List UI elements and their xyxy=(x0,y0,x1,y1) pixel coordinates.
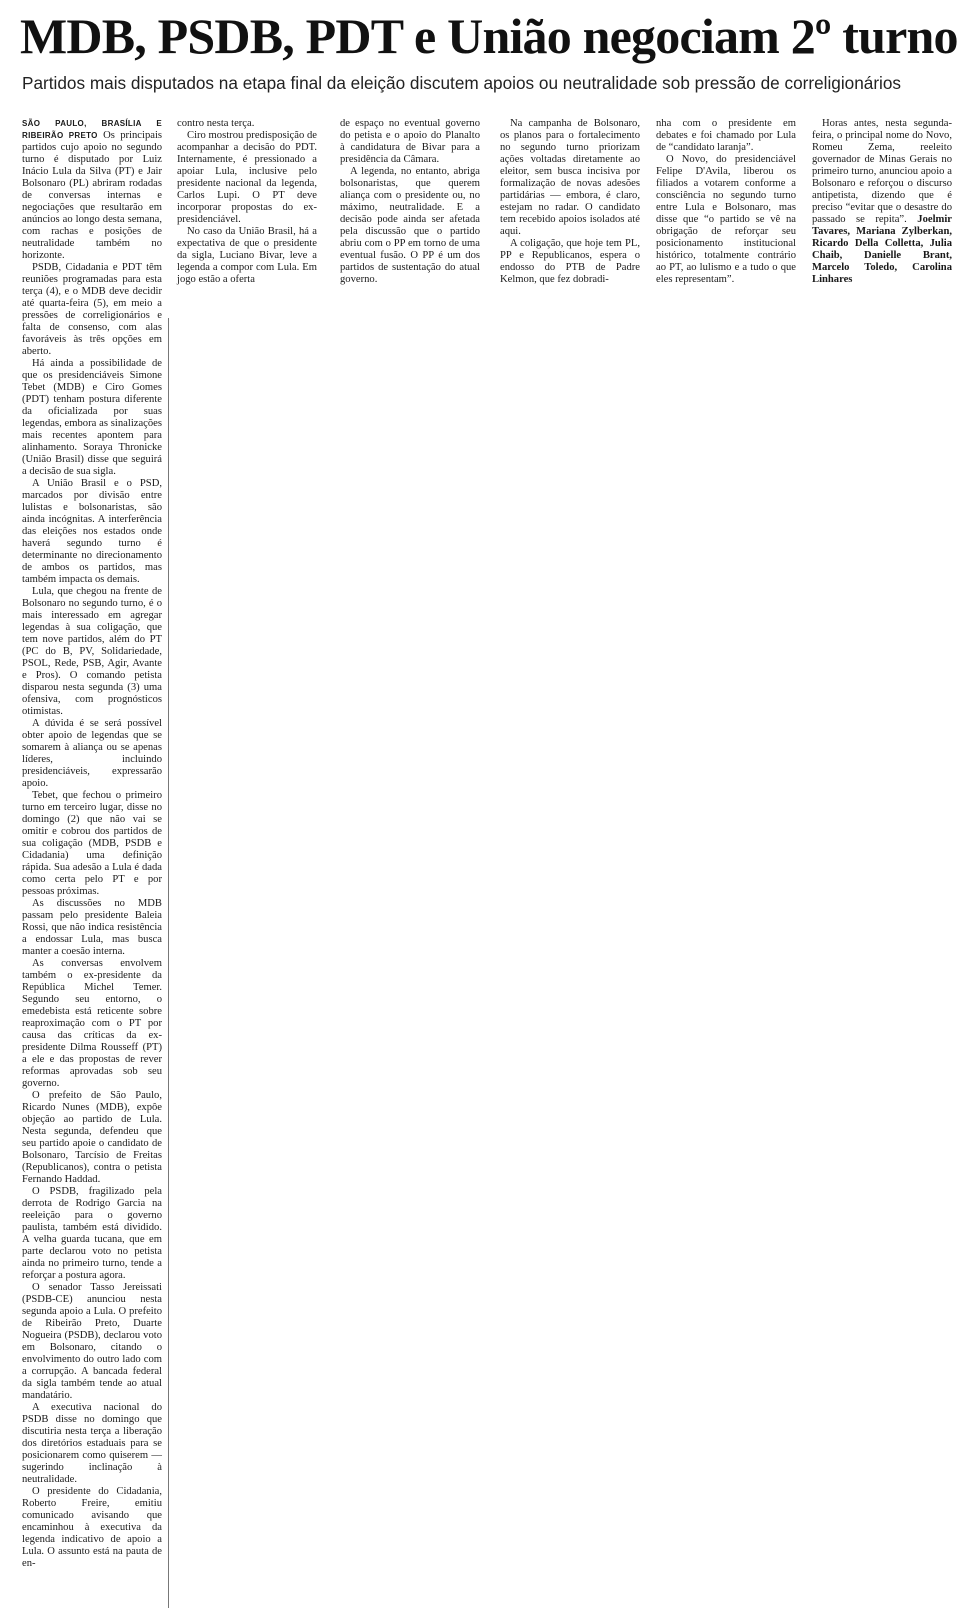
article-column-3 xyxy=(340,118,480,286)
paragraph: de espaço no eventual governo do petista e o apoio do Planalto à candidatura de Bivar para a presidência da Câmara. xyxy=(340,118,480,165)
paragraph: A coligação, que hoje tem PL, PP e Republicanos, espera o endosso do PTB de Padre Kelmon, que fez dobradi- xyxy=(500,238,640,285)
paragraph: Há ainda a possibilidade de que os presidenciáveis Simone Tebet (MDB) e Ciro Gomes (PDT) tenham postura diferente da oficializada por suas legendas, embora as sinalizações mais recentes apontem para alinhamento. Soraya Thronicke (União Brasil) disse que seguirá a decisão de sua sigla. xyxy=(22,358,162,477)
paragraph: As discussões no MDB passam pelo presidente Baleia Rossi, que não indica resistência a endossar Lula, mas busca manter a coesão interna. xyxy=(22,898,162,957)
paragraph: A executiva nacional do PSDB disse no domingo que discutiria nesta terça a liberação dos diretórios estaduais para se posicionarem como quiserem —sugerindo inclinação à neutralidade. xyxy=(22,1402,162,1485)
paragraph: As conversas envolvem também o ex-presidente da República Michel Temer. Segundo seu entorno, o emedebista está reticente sobre reaproximação com o PT por causa das críticas da ex-presidente Dilma Rousseff (PT) a ele e das propostas de rever reformas aprovadas sob seu governo. xyxy=(22,958,162,1089)
paragraph: O PSDB, fragilizado pela derrota de Rodrigo Garcia na reeleição para o governo paulista, também está dividido. A velha guarda tucana, que em parte declarou voto no petista ainda no primeiro turno, tende a reforçar a postura agora. xyxy=(22,1186,162,1281)
paragraph: Ciro mostrou predisposição de acompanhar a decisão do PDT. Internamente, é pressionado a apoiar Lula, inclusive pelo presidente nacional da legenda, Carlos Lupi. O PT deve incorporar propostas do ex-presidenciável. xyxy=(177,130,317,225)
paragraph: contro nesta terça. xyxy=(177,118,255,129)
paragraph: A legenda, no entanto, abriga bolsonaristas, que querem aliança com o presidente ou, no máximo, neutralidade. E a decisão pode ainda ser afetada pela discussão que o partido abriu com o PP em torno de uma eventual fusão. O PP é um dos partidos de sustentação do atual governo. xyxy=(340,166,480,285)
paragraph xyxy=(812,118,952,286)
paragraph: O Novo, do presidenciável Felipe D'Avila, liberou os filiados a votarem conforme a consciência no segundo turno entre Lula e Bolsonaro, mas disse que “o partido se vê na obrigação de reforçar seu posicionamento institucional histórico, totalmente contrário ao PT, ao lulismo e a tudo o que eles representam”. xyxy=(656,154,796,285)
paragraph: O prefeito de São Paulo, Ricardo Nunes (MDB), expôe objeção ao partido de Lula. Nesta segunda, defendeu que seu partido apoie o candidato de Bolsonaro, Tarcísio de Freitas (Republicanos), contra o petista Fernando Haddad. xyxy=(22,1090,162,1185)
deck-subtitle: Partidos mais disputados na etapa final da eleição discutem apoios ou neutralidade sob pressão de correligionários xyxy=(22,73,902,93)
paragraph: O presidente do Cidadania, Roberto Freire, emitiu comunicado avisando que encaminhou à executiva da legenda indicativo de apoio a Lula. O assunto está na pauta de en- xyxy=(22,1486,162,1569)
paragraph: Na campanha de Bolsonaro, os planos para o fortalecimento no segundo turno priorizam ações voltadas diretamente ao eleitor, sem busca incisiva por formalização de novas adesões partidárias — embora, é claro, estejam no radar. O candidato tem recebido apoios isolados até aqui. xyxy=(500,118,640,237)
paragraph-text: Os principais partidos cujo apoio no segundo turno é disputado por Luiz Inácio Lula da Silva (PT) e Jair Bolsonaro (PL) abriram rodadas de conversas internas e negociações que resultarão em anúncios ao longo desta semana, com rachas e posições de neutralidade também no horizonte. xyxy=(22,130,163,261)
paragraph: A União Brasil e o PSD, marcados por divisão entre lulistas e bolsonaristas, são ainda incógnitas. A interferência das eleições nos estados onde haverá segundo turno é determinante no direcionamento de ambos os partidos, mas também impacta os demais. xyxy=(22,478,162,585)
article-column-2 xyxy=(177,118,317,286)
column-divider xyxy=(168,318,169,1608)
author-credits: Joelmir Tavares, Mariana Zylberkan, Ricardo Della Colletta, Julia Chaib, Danielle Brant, Marcelo Toledo, Carolina Linhares xyxy=(812,214,952,285)
paragraph: A dúvida é se será possível obter apoio de legendas que se somarem à aliança ou se apenas líderes, incluindo presidenciáveis, expressarão apoio. xyxy=(22,718,162,789)
article-column-1 xyxy=(22,118,162,1604)
paragraph: nha com o presidente em debates e foi chamado por Lula de “candidato laranja”. xyxy=(656,118,796,153)
paragraph: PSDB, Cidadania e PDT têm reuniões programadas para esta terça (4), e o MDB deve decidir até quarta-feira (5), em meio a pressões de correligionários e falta de consenso, com alas favoráveis às três opções em aberto. xyxy=(22,262,162,357)
paragraph: Lula, que chegou na frente de Bolsonaro no segundo turno, é o mais interessado em agregar legendas à sua coligação, que tem nove partidos, além do PT (PC do B, PV, Solidariedade, PSOL, Rede, PSB, Agir, Avante e Pros). O comando petista disparou nesta segunda (3) uma ofensiva, com prognósticos otimistas. xyxy=(22,586,162,717)
paragraph: No caso da União Brasil, há a expectativa de que o presidente da sigla, Luciano Bivar, leve a legenda a compor com Lula. Em jogo estão a oferta xyxy=(177,226,317,285)
paragraph-text: Horas antes, nesta segunda-feira, o principal nome do Novo, Romeu Zema, reeleito governador de Minas Gerais no primeiro turno, anunciou apoio a Bolsonaro e reforçou o discurso antipetista, dizendo que é preciso “evitar que o desastre do passado se repita”. xyxy=(812,118,952,225)
dateline: SÃO PAULO, BRASÍLIA E RIBEIRÃO PRETO xyxy=(22,119,162,140)
article-column-4 xyxy=(500,118,640,286)
paragraph xyxy=(22,118,162,262)
paragraph: O senador Tasso Jereissati (PSDB-CE) anunciou nesta segunda apoio a Lula. O prefeito de Ribeirão Preto, Duarte Nogueira (PSDB), declarou voto em Bolsonaro, citando o envolvimento do outro lado com a corrupção. A bancada federal da sigla também tende ao atual mandatário. xyxy=(22,1282,162,1401)
article-column-6 xyxy=(812,118,952,286)
article-column-5 xyxy=(656,118,796,286)
headline: MDB, PSDB, PDT e União negociam 2º turno xyxy=(20,8,958,64)
paragraph: Tebet, que fechou o primeiro turno em terceiro lugar, disse no domingo (2) que não vai se omitir e cobrou dos partidos de sua coligação (MDB, PSDB e Cidadania) uma definição rápida. Sua adesão a Lula é dada como certa pelo PT e por pessoas próximas. xyxy=(22,790,162,897)
